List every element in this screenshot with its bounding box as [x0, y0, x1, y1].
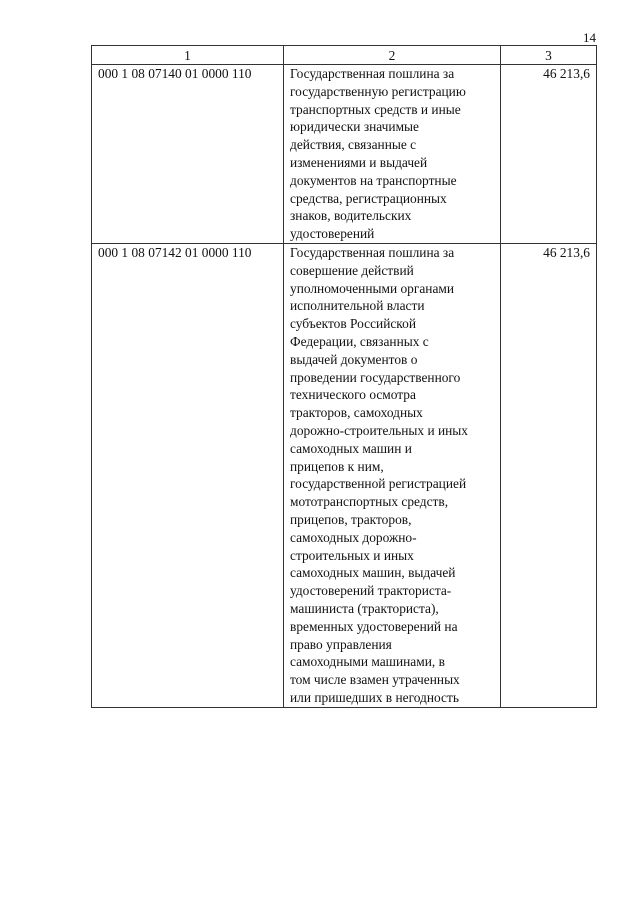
description-line: строительных и иных — [290, 547, 414, 563]
description-line: Федерации, связанных с — [290, 333, 429, 349]
description-line: самоходных машин и — [290, 440, 412, 456]
amount-value: 46 213,6 — [501, 65, 597, 244]
description-line: или пришедших в негодность — [290, 689, 459, 705]
budget-classification-code: 000 1 08 07142 01 0000 110 — [92, 243, 284, 707]
description-line: Государственная пошлина за — [290, 66, 455, 81]
description-line: действия, связанные с — [290, 137, 417, 153]
description-line: изменениями и выдачей — [290, 154, 428, 170]
description-line: исполнительной власти — [290, 298, 425, 314]
description-line: прицепов к ним, — [290, 458, 384, 474]
description-line: удостоверений — [290, 226, 375, 242]
description-line: знаков, водительских — [290, 208, 412, 224]
description-line: средства, регистрационных — [290, 190, 447, 206]
description-line: государственную регистрацию — [290, 83, 466, 99]
description-line: Государственная пошлина за — [290, 244, 455, 260]
description-line: дорожно-строительных и иных — [290, 422, 468, 438]
description-line: самоходных машин, выдачей — [290, 565, 456, 581]
page-number: 14 — [583, 30, 596, 45]
table-row — [92, 243, 597, 707]
description-line: временных удостоверений на — [290, 618, 458, 634]
description-line: юридически значимые — [290, 119, 419, 135]
description-line: документов на транспортные — [290, 172, 457, 188]
amount-value: 46 213,6 — [501, 243, 597, 707]
description-line: государственной регистрацией — [290, 476, 467, 492]
description-line: машиниста (тракториста), — [290, 600, 439, 616]
revenue-description — [284, 65, 501, 244]
description-line: проведении государственного — [290, 369, 461, 385]
description-line: технического осмотра — [290, 387, 416, 403]
table-header-row — [92, 46, 597, 65]
column-header-1: 1 — [92, 46, 284, 65]
description-line: том числе взамен утраченных — [290, 672, 460, 688]
description-line: тракторов, самоходных — [290, 405, 423, 421]
description-line: транспортных средств и иные — [290, 101, 461, 117]
column-header-2: 2 — [284, 46, 501, 65]
description-line: совершение действий — [290, 262, 414, 278]
column-header-3: 3 — [501, 46, 597, 65]
description-line: прицепов, тракторов, — [290, 511, 412, 527]
description-line: мототранспортных средств, — [290, 494, 449, 510]
description-line: право управления — [290, 636, 392, 652]
table-body — [92, 65, 597, 708]
revenue-description — [284, 243, 501, 707]
description-line: самоходными машинами, в — [290, 654, 445, 670]
description-line: удостоверений тракториста- — [290, 583, 452, 599]
budget-classification-code: 000 1 08 07140 01 0000 110 — [92, 65, 284, 244]
description-line: уполномоченными органами — [290, 280, 455, 296]
description-line: самоходных дорожно- — [290, 529, 417, 545]
revenue-table — [91, 45, 597, 708]
description-line: субъектов Российской — [290, 316, 416, 332]
table-row — [92, 65, 597, 244]
description-line: выдачей документов о — [290, 351, 418, 367]
